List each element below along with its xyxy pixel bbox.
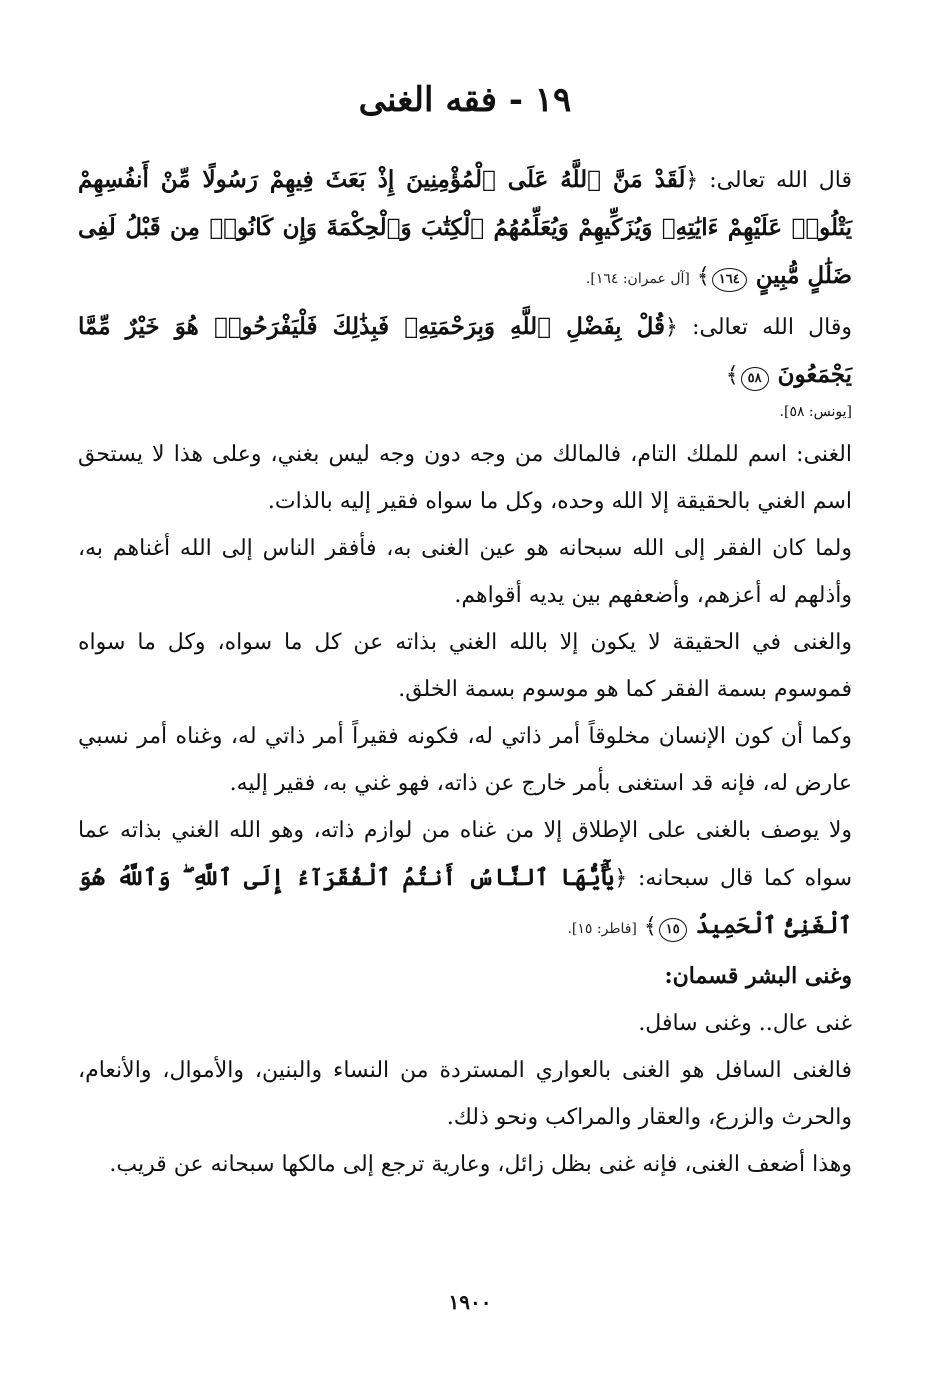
chapter-title: ١٩ - فقه الغنى: [358, 80, 572, 120]
page-number: ١٩٠٠: [448, 1290, 492, 1314]
quote-lead: قال الله تعالى:: [709, 168, 852, 193]
body-paragraph-with-verse: [78, 807, 852, 953]
ornate-bracket-open: ﴿: [614, 866, 628, 891]
ayah-number-badge: ١٥: [659, 918, 687, 942]
body-paragraph: وكما أن كون الإنسان مخلوقاً أمر ذاتي له، فكونه فقيراً أمر ذاتي له، وغناه أمر نسبي عارض له، فإنه قد استغنى بأمر خارج عن ذاته، فهو غني به، فقير إليه.: [78, 724, 852, 796]
ornate-bracket-close: ﴾: [696, 264, 710, 289]
quote-paragraph-2: [78, 303, 852, 399]
ornate-bracket-close: ﴾: [643, 914, 657, 939]
ayah-number-badge: ٥٨: [741, 367, 769, 391]
section-subheading: وغنى البشر قسمان:: [664, 963, 852, 989]
quote-lead: وقال الله تعالى:: [692, 315, 852, 340]
quote-paragraph-1: [78, 156, 852, 303]
verse-reference: [آل عمران: ١٦٤].: [585, 271, 690, 287]
verse-reference: [يونس: ٥٨].: [779, 404, 852, 420]
verse-reference: [فاطر: ١٥].: [567, 921, 637, 937]
body-paragraph: الغنى: اسم للملك التام، فالمالك من وجه دون وجه ليس بغني، وعلى هذا لا يستحق اسم الغني بالحقيقة إلا الله وحده، وكل ما سواه فقير إليه بالذات.: [78, 442, 852, 514]
ayah-number-badge: ١٦٤: [712, 268, 747, 292]
quran-verse: لَقَدْ مَنَّ ٱللَّهُ عَلَى ٱلْمُؤْمِنِينَ إِذْ بَعَثَ فِيهِمْ رَسُولًا مِّنْ أَنفُسِهِمْ يَتْلُوا۟ عَلَيْهِمْ ءَايَٰتِهِۦ وَيُزَكِّيهِمْ وَيُعَلِّمُهُمُ ٱلْكِتَٰبَ وَٱلْحِكْمَةَ وَإِن كَانُوا۟ مِن قَبْلُ لَفِى ضَلَٰلٍ مُّبِينٍ: [78, 166, 852, 289]
ornate-bracket-open: ﴿: [665, 315, 678, 340]
quran-verse: قُلْ بِفَضْلِ ٱللَّهِ وَبِرَحْمَتِهِۦ فَبِذَٰلِكَ فَلْيَفْرَحُوا۟ هُوَ خَيْرٌ مِّمَّا يَجْمَعُونَ: [78, 313, 852, 388]
body-paragraph: فالغنى السافل هو الغنى بالعواري المستردة من النساء والبنين، والأموال، والأنعام، والحرث والزرع، والعقار والمراكب ونحو ذلك.: [78, 1058, 852, 1130]
body-paragraph: وهذا أضعف الغنى، فإنه غنى بظل زائل، وعارية ترجع إلى مالكها سبحانه عن قريب.: [109, 1152, 852, 1177]
ornate-bracket-open: ﴿: [685, 168, 699, 193]
quran-verse: يَٰٓأَيُّهَا ٱلنَّاسُ أَنتُمُ ٱلْفُقَرَآءُ إِلَى ٱللَّهِ ۖ وَٱللَّهُ هُوَ ٱلْغَنِىُّ ٱلْحَمِيدُ: [78, 864, 852, 939]
body-paragraph: ولما كان الفقر إلى الله سبحانه هو عين الغنى به، فأفقر الناس إلى الله أغناهم به، وأذلهم له أعزهم، وأضعفهم بين يديه أقواهم.: [78, 536, 852, 608]
body-paragraph: غنى عال.. وغنى سافل.: [638, 1011, 852, 1036]
body-paragraph: والغنى في الحقيقة لا يكون إلا بالله الغني بذاته عن كل ما سواه، وكل ما سواه فموسوم بسمة الفقر كما هو موسوم بسمة الخلق.: [78, 630, 852, 702]
quote-lead: ولا يوصف بالغنى على الإطلاق إلا من غناه من لوازم ذاته، وهو الله الغني بذاته عما سواه كما قال سبحانه:: [78, 818, 853, 891]
ornate-bracket-close: ﴾: [725, 363, 739, 388]
